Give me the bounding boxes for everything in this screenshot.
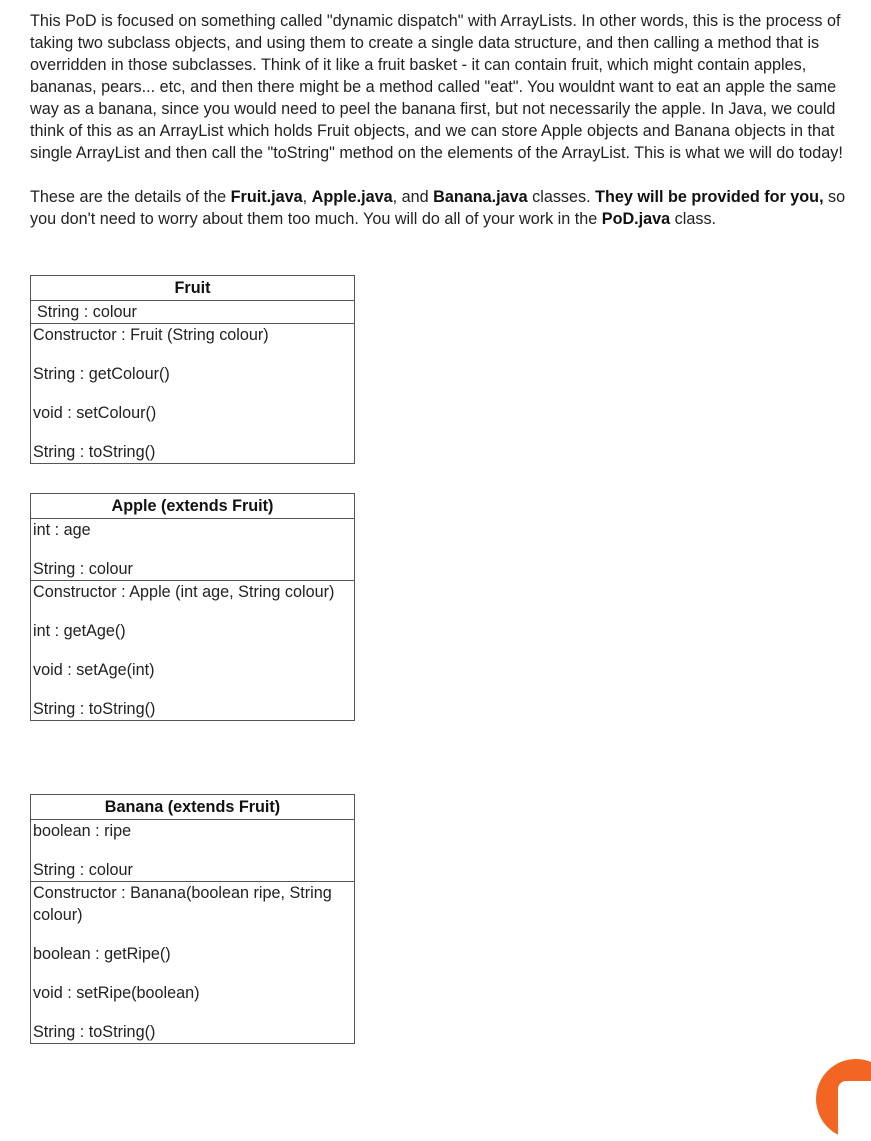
banana-file-name: Banana.java — [433, 188, 528, 206]
attributes-cell — [31, 820, 355, 882]
attributes-cell — [31, 301, 355, 324]
help-widget-icon — [838, 1081, 871, 1141]
apple-file-name: Apple.java — [311, 188, 393, 206]
details-text-end: class. — [670, 210, 717, 228]
method: void : setColour() — [33, 404, 157, 422]
method: Constructor : Banana(boolean ripe, String colour) — [33, 884, 332, 924]
method: int : getAge() — [33, 622, 126, 640]
method: boolean : getRipe() — [33, 945, 171, 963]
attribute: String : colour — [37, 303, 137, 321]
class-title: Banana (extends Fruit) — [31, 795, 355, 820]
details-text-after: so you don't need to worry about them too much. You will do all of your work in the — [30, 188, 846, 228]
pod-file-name: PoD.java — [601, 210, 671, 228]
fruit-file-name: Fruit.java — [230, 188, 303, 206]
methods-cell — [31, 324, 355, 464]
attribute: String : colour — [33, 560, 133, 578]
details-paragraph — [30, 186, 848, 230]
attribute: String : colour — [33, 861, 133, 879]
fruit-class-table — [30, 275, 355, 464]
method: void : setAge(int) — [33, 661, 155, 679]
method: String : toString() — [33, 1023, 156, 1041]
methods-cell — [31, 581, 355, 721]
methods-cell — [31, 882, 355, 1044]
details-sep-2: , and — [392, 188, 434, 206]
provided-note: They will be provided for you, — [595, 188, 824, 206]
help-widget-button[interactable] — [816, 1059, 871, 1139]
details-sep-1: , — [302, 188, 312, 206]
method: Constructor : Fruit (String colour) — [33, 326, 269, 344]
apple-class-table — [30, 493, 355, 721]
details-text-mid: classes. — [527, 188, 596, 206]
banana-class-table — [30, 794, 355, 1044]
method: String : toString() — [33, 700, 156, 718]
method: String : toString() — [33, 443, 156, 461]
instructions — [30, 10, 848, 230]
class-title: Apple (extends Fruit) — [31, 494, 355, 519]
attribute: boolean : ripe — [33, 822, 132, 840]
attributes-cell — [31, 519, 355, 581]
method: void : setRipe(boolean) — [33, 984, 200, 1002]
method: Constructor : Apple (int age, String colour) — [33, 583, 335, 601]
class-title: Fruit — [31, 276, 355, 301]
attribute: int : age — [33, 521, 91, 539]
method: String : getColour() — [33, 365, 170, 383]
intro-paragraph: This PoD is focused on something called "dynamic dispatch" with ArrayLists. In other words, this is the process of taking two subclass objects, and using them to create a single data structure, and then calling a method that is overridden in those subclasses. Think of it like a fruit basket - it can contain fruit, which might contain apples, bananas, pears... etc, and then there might be a method called "eat". You wouldnt want to eat an apple the same way as a banana, since you would need to peel the banana first, but not necessarily the apple. In Java, we could think of this as an ArrayList which holds Fruit objects, and we can store Apple objects and Banana objects in that single ArrayList and then call the "toString" method on the elements of the ArrayList. This is what we will do today! — [30, 12, 843, 162]
details-text-start: These are the details of the — [30, 188, 231, 206]
